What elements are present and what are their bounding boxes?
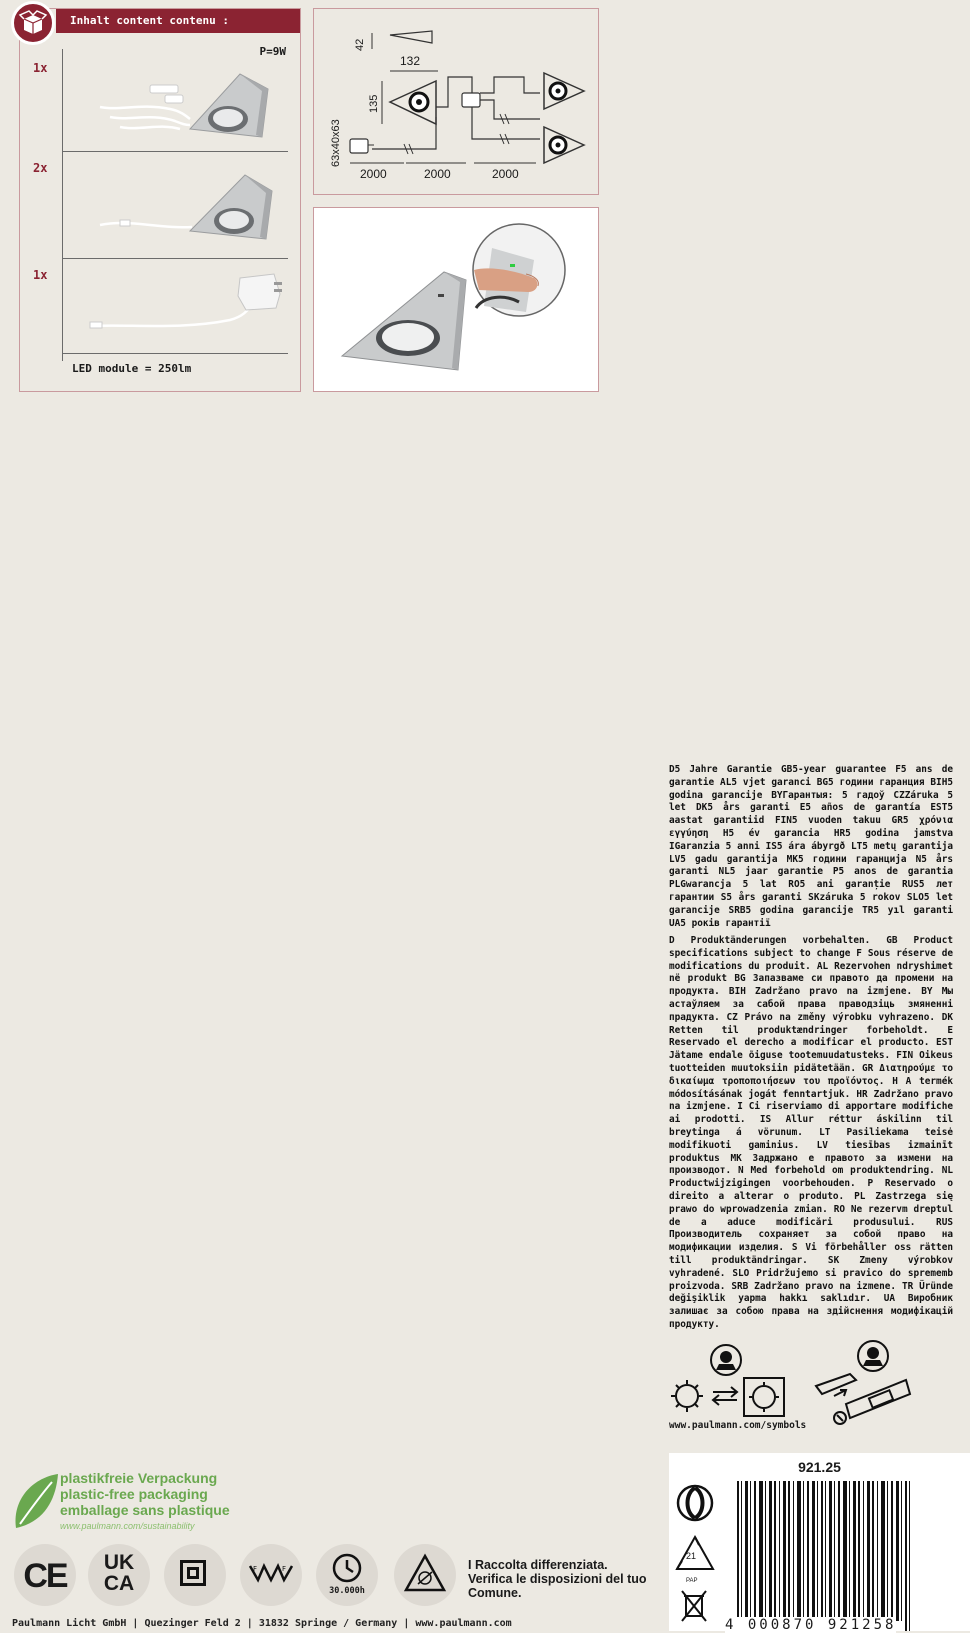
svg-text:F: F [253,1565,258,1573]
article-number: 921.25 [798,1459,841,1475]
leaf-icon [12,1470,60,1532]
furniture-mounting-icon [240,1544,302,1606]
eco-line: plastic-free packaging [60,1486,208,1502]
ukca-mark-badge [88,1544,150,1606]
ce-mark-icon: CE [23,1557,67,1595]
recycle-code: 21 [686,1551,697,1561]
clock-icon [316,1544,378,1606]
contents-header: Inhalt content contenu : [56,9,300,33]
quantity-label: 1x [33,61,48,75]
recycle-label: PAP [686,1578,698,1584]
led-module-label: LED module = 250lm [72,362,192,375]
eco-packaging-text [60,1470,230,1534]
eco-line: plastikfreie Verpackung [60,1470,218,1486]
barcode-digits: 4 000870 921258 [725,1617,897,1633]
double-insulation-icon [180,1560,206,1586]
eco-url[interactable]: www.paulmann.com/sustainability [60,1521,195,1531]
cable-length: 2000 [492,167,519,181]
depth-dimension: 135 [368,94,380,113]
divider [62,353,288,354]
divider [62,151,288,152]
cable-length: 2000 [360,167,387,181]
furniture-mount-badge [240,1544,302,1606]
ukca-bottom: CA [103,1572,135,1595]
warning-triangle-icon [394,1544,456,1606]
power-supply-image [80,264,290,349]
power-rating: P=9W [259,45,286,58]
lifetime-badge [316,1544,378,1606]
height-dimension: 42 [354,38,366,51]
lamp-with-connectors-image [80,59,290,149]
lamp-replacement-symbol-icon [667,1340,807,1420]
width-dimension: 132 [400,54,421,68]
quantity-label: 1x [33,268,48,282]
contents-box [19,8,301,392]
disposal-notice: I Raccolta differenziata. Verifica le disposizioni del tuo Comune. [468,1558,647,1600]
ukca-top: UK [103,1551,135,1574]
lifetime-hours: 30.000h [329,1586,365,1596]
svg-text:F: F [282,1565,287,1573]
quantity-label: 2x [33,161,48,175]
do-not-cover-badge [394,1544,456,1606]
product-photo [313,207,599,392]
class-ii-badge [164,1544,226,1606]
cable-length: 2000 [424,167,451,181]
box-icon [11,1,55,45]
driver-dimension: 63x40x63 [330,119,342,167]
divider [62,258,288,259]
product-change-notice: D Produktänderungen vorbehalten. GB Product specifications subject to change F Sous réserve de modifications du produit. AL Rezervohen ndryshimet në produkt BG Запазваме си правото да промени на продукта. BIH Zadržano pravo na izmjene. BY Мы астаўляем за сабой права праводзіць змяненні прадукта. CZ Právo na změny výrobku vyhrazeno. DK Retten til produktændringer forbeholdt. E Reservado el derecho a modificar el producto. EST Jätame endale õiguse tootemuudatusteks. FIN Oikeus tuotteiden muutoksiin pidätetään. GR Διατηρούμε το δικαίωμα τροποποιήσεων του προϊόντος. H A termék módosításának jogát fenntartjuk. HR Zadržano pravo na izmjene. I Ci riserviamo di apportare modifiche ai prodotti. IS Allur réttur áskilinn til breytinga á vörunum. LT Pasiliekama teisė modifikuoti gaminius. LV tiesības izmainīt produktus MK Задржано е правото за измени на производот. N Med forbehold om produktendring. NL Productwijzigingen voorbehouden. P Reservado o direito a alterar o produto. PL Zastrzega się prawo do wprowadzenia zmian. RO Ne rezervm dreptul de a aduce modificări produsului. RUS Производитель сохраняет за собой право на модификации изделия. S Vi förbehåller oss rätten till produktändringar. SK Zmeny výrobkov vyhradené. SLO Pridržujemo si pravico do sprememb proizvoda. SRB Zadržano pravo na izmene. TR Üründe değişiklik yapma hakkı saklıdır. UA Виробник залишає за собою права на здійснення модифікацій продукту. [669,935,953,1330]
lamp-image [80,159,290,249]
weee-bin-icon [679,1588,709,1624]
dimension-diagram [313,8,599,195]
symbols-url[interactable]: www.paulmann.com/symbols [669,1420,807,1431]
ean-barcode [733,1481,933,1631]
driver-replacement-symbol-icon [810,1336,920,1426]
eco-line: emballage sans plastique [60,1502,230,1518]
guarantee-text: D5 Jahre Garantie GB5-year guarantee F5 ans de garantie AL5 vjet garanci BG5 години гаранция BIH5 godina garancije BYГарантыя: 5 гадоў CZZáruka 5 let DK5 års garanti E5 años de garantía EST5 aastat garantiid FIN5 vuoden takuu GR5 χρόνια εγγύηση H5 év garancia HR5 godina jamstva IGaranzia 5 anni IS5 ára ábyrgð LT5 metų garantija LV5 gadu garantija MK5 години гаранција N5 års garanti NL5 jaar garantie P5 anos de garantia PLGwarancja 5 lat RO5 ani garanție RUS5 лет гарантии S5 års garanti SKzáruka 5 rokov SLO5 let garancije SRB5 godina garancije TR5 yıl garanti UA5 років гарантії [669,764,953,929]
green-dot-icon [675,1483,715,1523]
ce-mark-badge [14,1544,76,1606]
company-footer: Paulmann Licht GmbH | Quezinger Feld 2 | 31832 Springe / Germany | www.paulmann.com [12,1618,512,1629]
ukca-mark-icon [88,1552,150,1594]
barcode-panel [669,1453,970,1631]
divider [62,49,63,361]
